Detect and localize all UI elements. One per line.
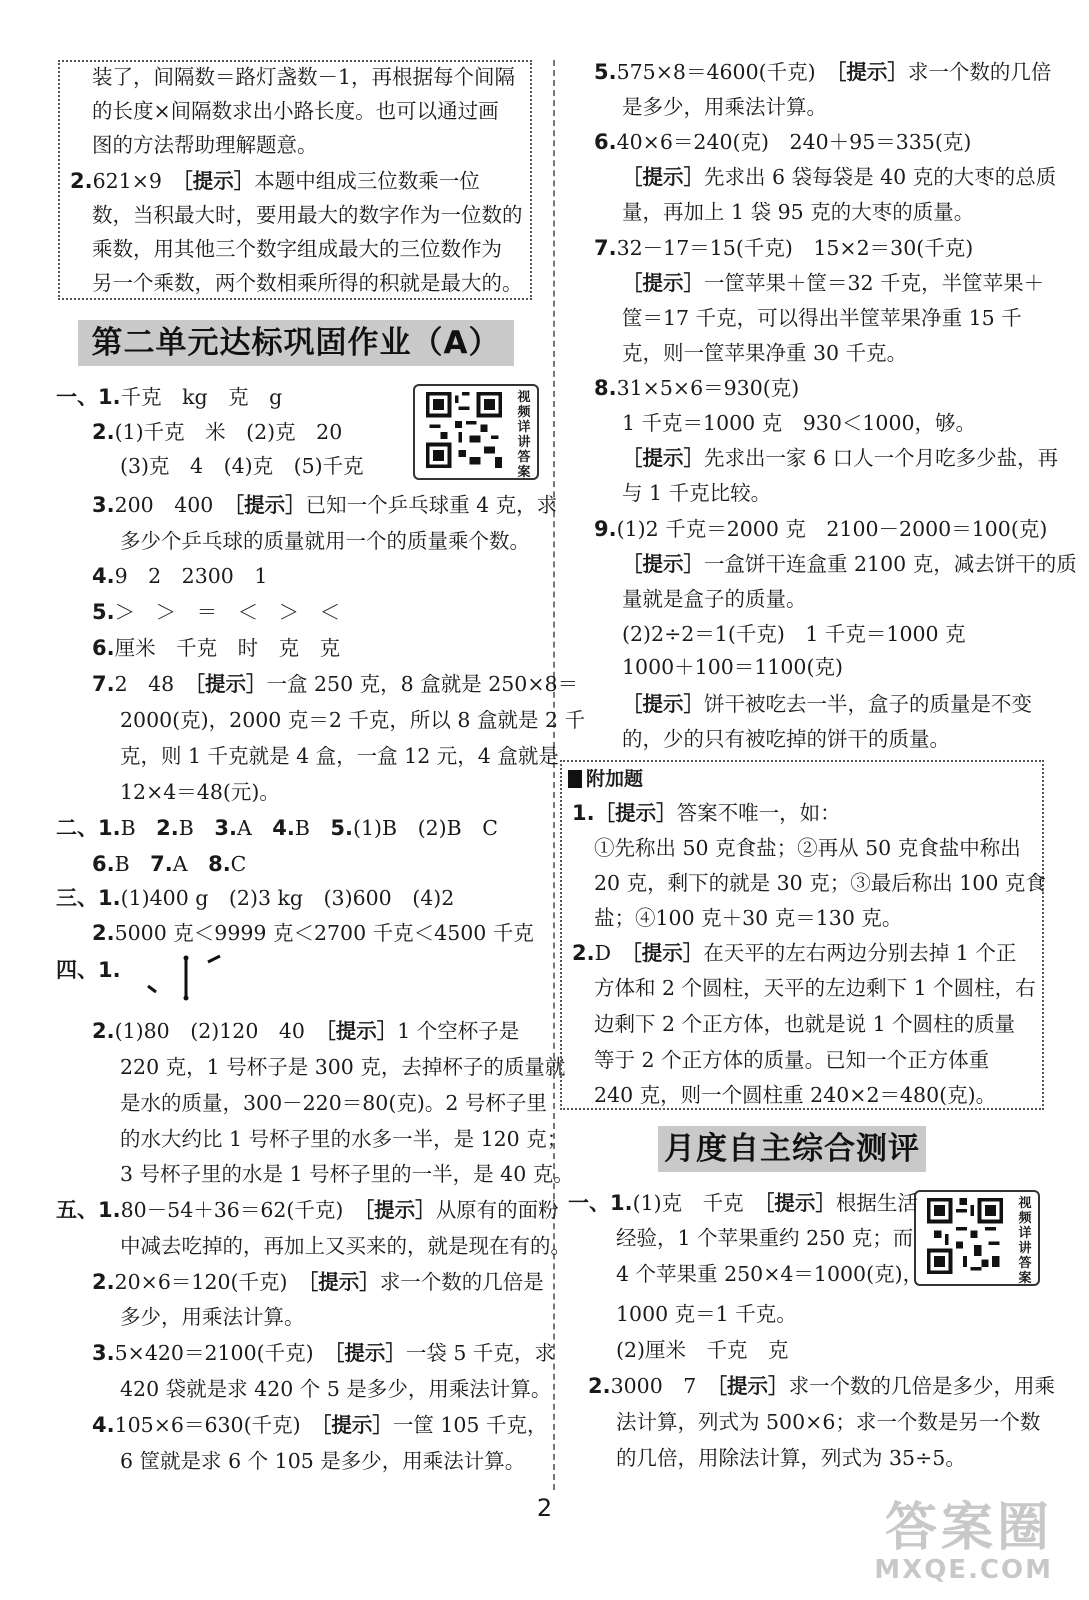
item-number: 7. [150,852,173,876]
answer-text: 边剩下 2 个正方体，也就是说 1 个圆柱的质量 [594,1012,1016,1036]
answer-line [616,1259,923,1289]
answer-text: 经验，1 个苹果重约 250 克；而 [616,1226,914,1250]
answer-line [622,92,827,122]
item-number: 1. [572,801,595,825]
answer-line [622,408,976,438]
hint-label: ［提示］ [622,271,704,295]
hint-text: 求一个数的几倍是 [379,1270,544,1294]
answer-text: 的几倍，用除法计算，列式为 35÷5。 [616,1446,966,1470]
answer-line [622,197,974,227]
hint-label: ［提示］ [716,1374,789,1398]
answer-text: 千克 kg 克 g [120,385,283,409]
item-number: 2. [92,1019,115,1043]
answer-text: (1)2 千克＝2000 克 2100－2000＝100(克) [616,517,1048,541]
answer-text: (1)克 千克 [632,1191,765,1215]
answer-text: 1000＋100＝1100(克) [622,655,843,679]
hint-text: 先求出一家 6 口人一个月吃多少盐，再 [704,446,1059,470]
answer-line [594,1080,996,1110]
answer-text: 6 筐就是求 6 个 105 是多少，用乘法计算。 [120,1449,526,1473]
answer-text: 图的方法帮助理解题意。 [92,133,318,157]
answer-text: 2 48 [114,672,195,696]
answer-text: (1)千克 米 (2)克 20 [114,420,343,444]
item-number: 2. [156,816,179,840]
answer-line [622,652,843,682]
answer-line [594,903,902,933]
item-number: 3. [92,1341,115,1365]
answer-line [622,619,966,649]
item-number: 2. [92,921,115,945]
answer-text: (2)2÷2＝1(千克) 1 千克＝1000 克 [622,622,966,646]
hint-label: ［提示］ [622,446,704,470]
hint-text: 求一个数的几倍是多少，用乘 [788,1374,1056,1398]
item-number: 2. [70,169,93,193]
answer-line [70,166,480,196]
hint-label: ［提示］ [321,1413,393,1437]
answer-line [594,833,1021,863]
answer-line [594,373,799,403]
answer-line [588,1371,1055,1401]
answer-text: 32－17＝15(千克) 15×2＝30(千克) [616,236,974,260]
item-number: 一、1. [56,385,121,409]
answer-text: 量，再加上 1 袋 95 克的大枣的质量。 [622,200,975,224]
answer-line [616,1335,789,1365]
answer-line [56,955,121,985]
hint-label: ［提示］ [325,1019,398,1043]
answer-text: 20×6＝120(千克) [114,1270,309,1294]
answer-line [572,938,1016,968]
item-number: 6. [92,636,115,660]
answer-line [120,1088,547,1118]
answer-line [120,1231,571,1261]
answer-text: 的水大约比 1 号杯子里的水多一半，是 120 克； [120,1127,568,1151]
qr-label: 视频详讲答案 [1018,1196,1032,1286]
item-number: 5. [330,816,354,840]
answer-text: 方体和 2 个圆柱，天平的左边剩下 1 个圆柱，右 [594,976,1036,1000]
answer-text: A [172,852,209,876]
hint-text: 从原有的面粉 [435,1198,559,1222]
hint-label: ［提示］ [622,552,704,576]
watermark-line2: MXQE.COM [874,1555,1053,1585]
answer-text: 是水的质量，300－220＝80(克)。2 号杯子里 [120,1091,547,1115]
hint-label: ［提示］ [194,672,267,696]
hint-label: ［提示］ [622,165,704,189]
hint-text: 饼干被吃去一半，盒子的质量是不变 [704,692,1032,716]
item-number: 6. [92,852,115,876]
answer-line [92,597,340,627]
answer-text: 装了，间隔数＝路灯盏数－1，再根据每个间隔 [92,65,516,89]
answer-text: 31×5×6＝930(克) [616,376,800,400]
answer-text: B [178,816,215,840]
hint-text: 一筐苹果＋筐＝32 千克，半筐苹果＋ [704,271,1045,295]
answer-line [594,1045,989,1075]
answer-text: 2000(克)，2000 克＝2 千克，所以 8 盒就是 2 千 [120,708,586,732]
answer-text: (3)克 4 (4)克 (5)千克 [120,454,364,478]
hint-text: 已知一个乒乓球重 4 克，求 [305,493,558,517]
unit-title-banner: 第二单元达标巩固作业（A） [78,320,514,366]
answer-text: 200 400 [114,493,234,517]
answer-line [572,798,841,828]
hint-label: ［提示］ [363,1198,436,1222]
answer-text: ＞ ＞ ＝ ＜ ＞ ＜ [114,600,341,624]
hint-text: 一盒饼干连盒重 2100 克，减去饼干的质 [704,552,1077,576]
item-number: 4. [272,816,295,840]
answer-line [92,1410,548,1440]
connect-dots-figure [146,952,226,1004]
answer-line [616,1223,913,1253]
answer-text: 1 千克＝1000 克 930＜1000，够。 [622,411,977,435]
hint-label: ［提示］ [622,692,704,716]
answer-text: 克，则 1 千克就是 4 盒，一盒 12 元，4 盒就是 [120,744,559,768]
monthly-test-banner: 月度自主综合测评 [658,1126,926,1172]
item-number: 6. [594,130,617,154]
answer-line [594,233,973,263]
answer-text: 12×4＝48(元)。 [120,780,280,804]
answer-line [92,62,515,92]
qr-code-card-2[interactable] [914,1190,1040,1286]
answer-line [120,1159,574,1189]
answer-line [594,1009,1015,1039]
qr-code-icon [421,392,507,468]
item-number: 2. [92,420,115,444]
answer-text: 量就是盒子的质量。 [622,587,807,611]
item-number: 7. [92,672,115,696]
answer-text: 105×6＝630(千克) [114,1413,322,1437]
hint-label: ［提示］ [594,801,677,825]
hint-label: ［提示］ [182,169,255,193]
answer-line [616,1299,797,1329]
answer-text: 中减去吃掉的，再加上又买来的，就是现在有的。 [120,1234,571,1258]
answer-line [92,417,342,447]
extra-question-label: 附加题 [586,768,644,790]
answer-text: 575×8＝4600(千克) [616,60,837,84]
answer-text: 克，则一筐苹果净重 30 千克。 [622,341,908,365]
answer-text: (1)B (2)B C [353,816,498,840]
item-number: 5. [594,60,617,84]
watermark [874,1500,1053,1584]
hint-text: 一盒 250 克，8 盒就是 250×8＝ [266,672,579,696]
answer-line [92,1338,555,1368]
answer-text: B [114,852,151,876]
answer-line [92,234,502,264]
hint-label: ［提示］ [233,493,306,517]
answer-line [92,633,340,663]
answer-text: 另一个乘数，两个数相乘所得的积就是最大的。 [92,271,523,295]
answer-text: 是多少，用乘法计算。 [622,95,827,119]
page-number: 2 [536,1494,553,1522]
answer-line [92,96,499,126]
answer-line [622,303,1022,333]
answer-line [56,382,282,412]
answer-line [120,1052,565,1082]
answer-text: 9 2 2300 1 [114,564,268,588]
answer-text: 法计算，列式为 500×6；求一个数是另一个数 [616,1410,1041,1434]
answer-line [92,130,318,160]
watermark-line1: 答案圈 [884,1498,1053,1558]
extra-question-marker-icon [568,770,582,788]
answer-line [92,561,267,591]
answer-text: 的，少的只有被吃掉的饼干的质量。 [622,727,950,751]
answer-text: B [294,816,331,840]
answer-text: 厘米 千克 时 克 克 [114,636,341,660]
answer-line [616,1443,966,1473]
item-number: 四、1. [56,958,121,982]
answer-line [92,200,523,230]
answer-line [120,1302,305,1332]
item-number: 3. [214,816,237,840]
answer-text: 20 克，剩下的就是 30 克；③最后称出 100 克食 [594,871,1046,895]
item-number: 4. [92,1413,115,1437]
hint-label: ［提示］ [764,1191,836,1215]
answer-text: 1000 克＝1 千克。 [616,1302,797,1326]
answer-text: 240 克，则一个圆柱重 240×2＝480(克)。 [594,1083,997,1107]
answer-line [622,584,807,614]
answer-text: (1)400 g (2)3 kg (3)600 (4)2 [120,886,455,910]
answer-line [120,705,585,735]
answer-text: 多少，用乘法计算。 [120,1305,305,1329]
answer-line [568,1188,918,1218]
answer-line [120,1374,551,1404]
answer-text: 筐＝17 千克，可以得出半筐苹果净重 15 千 [622,306,1022,330]
answer-line [56,1195,559,1225]
extra-question-title [568,764,643,791]
answer-text: 5000 克＜9999 克＜2700 千克＜4500 千克 [114,921,534,945]
hint-text: 本题中组成三位数乘一位 [254,169,480,193]
answer-line [92,490,557,520]
answer-line [622,478,771,508]
qr-label: 视频详讲答案 [517,390,531,480]
answer-line [622,724,950,754]
hint-text: 一筐 105 千克， [392,1413,548,1437]
answer-line [622,549,1077,579]
item-number: 7. [594,236,617,260]
item-number: 2. [92,1270,115,1294]
answer-line [120,526,530,556]
answer-text: 420 袋就是求 420 个 5 是多少，用乘法计算。 [120,1377,552,1401]
item-number: 五、1. [56,1198,121,1222]
answer-text: C [230,852,247,876]
item-number: 8. [594,376,617,400]
answer-line [56,813,498,843]
answer-text: B [120,816,157,840]
answer-line [120,1446,525,1476]
answer-line [594,973,1036,1003]
answer-text: 40×6＝240(克) 240＋95＝335(克) [616,130,972,154]
answer-text: 4 个苹果重 250×4＝1000(克)， [616,1262,924,1286]
column-divider [553,60,555,1490]
answer-line [594,127,971,157]
answer-line [622,162,1056,192]
hint-label: ［提示］ [308,1270,380,1294]
answer-text: 220 克，1 号杯子是 300 克，去掉杯子的质量就 [120,1055,566,1079]
item-number: 三、1. [56,886,121,910]
item-number: 9. [594,517,617,541]
item-number: 4. [92,564,115,588]
answer-line [594,514,1047,544]
answer-text: (1)80 (2)120 40 [114,1019,326,1043]
item-number: 3. [92,493,115,517]
answer-text: 3000 7 [610,1374,717,1398]
hint-text: 答案不唯一，如： [676,801,841,825]
hint-text: 根据生活 [835,1191,918,1215]
answer-line [92,1267,544,1297]
answer-text: 等于 2 个正方体的质量。已知一个正方体重 [594,1048,990,1072]
item-number: 8. [208,852,231,876]
hint-text: 在天平的左右两边分别去掉 1 个正 [703,941,1017,965]
answer-text: 与 1 千克比较。 [622,481,772,505]
answer-text: 的长度×间隔数求出小路长度。也可以通过画 [92,99,499,123]
answer-line [622,689,1032,719]
item-number: 一、1. [568,1191,633,1215]
answer-line [92,849,246,879]
qr-code-icon [922,1198,1008,1274]
answer-text: 80－54＋36＝62(千克) [120,1198,364,1222]
answer-line [120,451,364,481]
hint-label: ［提示］ [836,60,908,84]
answer-line [92,268,523,298]
answer-line [56,883,454,913]
answer-text: 盐；④100 克＋30 克＝130 克。 [594,906,903,930]
answer-line [92,1016,519,1046]
answer-text: 5×420＝2100(千克) [114,1341,335,1365]
item-number: 2. [572,941,595,965]
answer-line [594,57,1051,87]
answer-line [622,268,1044,298]
answer-line [120,741,559,771]
item-number: 二、1. [56,816,121,840]
answer-text: (2)厘米 千克 克 [616,1338,789,1362]
answer-text: 621×9 [92,169,183,193]
answer-line [120,1124,567,1154]
hint-text: 求一个数的几倍 [907,60,1052,84]
answer-text: 3 号杯子里的水是 1 号杯子里的一半，是 40 克。 [120,1162,574,1186]
hint-text: 一袋 5 千克，求 [405,1341,555,1365]
answer-line [622,338,907,368]
qr-code-card[interactable] [413,384,539,480]
answer-line [616,1407,1040,1437]
answer-line [92,669,578,699]
answer-text: 乘数，用其他三个数字组成最大的三位数作为 [92,237,502,261]
answer-line [120,777,280,807]
hint-label: ［提示］ [631,941,704,965]
answer-text: A [236,816,273,840]
answer-line [594,868,1046,898]
item-number: 5. [92,600,115,624]
hint-text: 1 个空杯子是 [397,1019,520,1043]
item-number: 2. [588,1374,611,1398]
answer-text: 多少个乒乓球的质量就用一个的质量乘个数。 [120,529,530,553]
hint-label: ［提示］ [334,1341,406,1365]
answer-text: ①先称出 50 克食盐；②再从 50 克食盐中称出 [594,836,1021,860]
answer-text: D [594,941,632,965]
answer-line [92,918,534,948]
answer-text: 数，当积最大时，要用最大的数字作为一位数的 [92,203,523,227]
hint-text: 先求出 6 袋每袋是 40 克的大枣的总质 [704,165,1057,189]
answer-line [622,443,1058,473]
